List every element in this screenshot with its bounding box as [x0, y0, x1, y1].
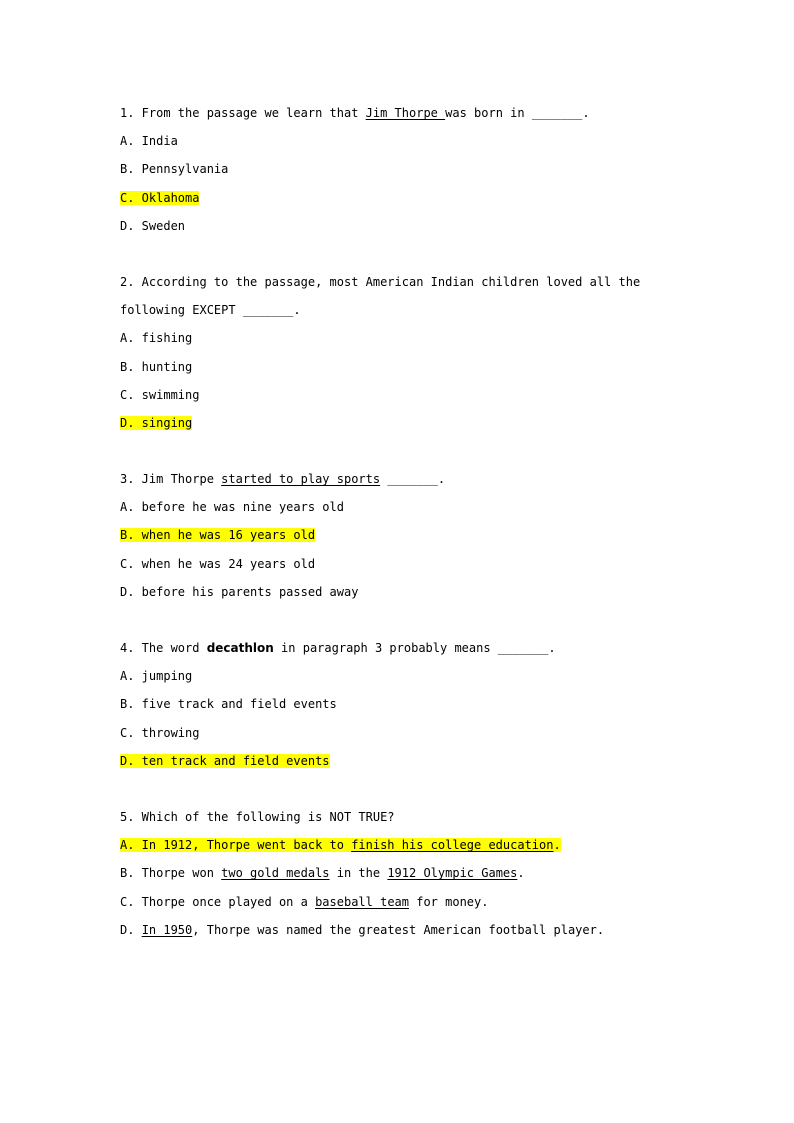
option-d: D. In 1950, Thorpe was named the greatest American football player.: [120, 922, 605, 937]
answer-highlight: D. singing: [120, 415, 193, 430]
option-d-answer: [120, 750, 680, 778]
option-a: A. jumping: [120, 669, 193, 684]
question-2: [120, 271, 680, 440]
option-a: A. before he was nine years old: [120, 500, 344, 515]
option-b-answer: [120, 524, 680, 552]
option-d: D. before his parents passed away: [120, 584, 359, 599]
question-3: [120, 468, 680, 609]
option-c: C. swimming: [120, 387, 200, 402]
underlined-phrase: two gold medals: [221, 866, 330, 881]
question-stem-line-1: 2. According to the passage, most American Indian children loved all the: [120, 274, 641, 289]
option-c: C. Thorpe once played on a baseball team for money.: [120, 894, 489, 909]
question-stem: 3. Jim Thorpe started to play sports _______.: [120, 472, 446, 487]
option-a: A. India: [120, 134, 178, 149]
question-5: [120, 806, 680, 947]
option-c: C. throwing: [120, 725, 200, 740]
option-c: C. when he was 24 years old: [120, 556, 316, 571]
underlined-phrase: baseball team: [315, 894, 409, 909]
option-b: B. hunting: [120, 359, 193, 374]
answer-highlight: B. when he was 16 years old: [120, 528, 316, 543]
underlined-phrase: started to play sports: [221, 472, 381, 487]
question-1: [120, 102, 680, 243]
question-stem: 4. The word decathlon in paragraph 3 probably means _______.: [120, 641, 556, 655]
option-b: B. five track and field events: [120, 697, 337, 712]
option-d-answer: [120, 412, 680, 440]
quiz-page: [120, 102, 680, 975]
answer-highlight: C. Oklahoma: [120, 190, 200, 205]
underlined-phrase: finish his college education: [351, 838, 554, 853]
option-d: D. Sweden: [120, 218, 186, 233]
question-4: [120, 637, 680, 778]
question-stem: 5. Which of the following is NOT TRUE?: [120, 809, 395, 824]
underlined-phrase: 1912 Olympic Games: [387, 866, 518, 881]
underlined-phrase: In 1950: [141, 922, 193, 937]
option-b: B. Pennsylvania: [120, 162, 229, 177]
question-stem: 1. From the passage we learn that Jim Thorpe was born in _______.: [120, 106, 590, 120]
option-c-answer: [120, 187, 680, 215]
answer-highlight: A. In 1912, Thorpe went back to finish his college education.: [120, 838, 561, 853]
underlined-phrase: Jim Thorpe: [365, 106, 446, 120]
option-b: B. Thorpe won two gold medals in the 1912 Olympic Games.: [120, 866, 525, 881]
option-a: A. fishing: [120, 331, 193, 346]
answer-highlight: D. ten track and field events: [120, 753, 330, 768]
question-stem-line-2: following EXCEPT _______.: [120, 303, 301, 318]
bold-term: decathlon: [206, 641, 274, 655]
option-a-answer: [120, 834, 680, 862]
